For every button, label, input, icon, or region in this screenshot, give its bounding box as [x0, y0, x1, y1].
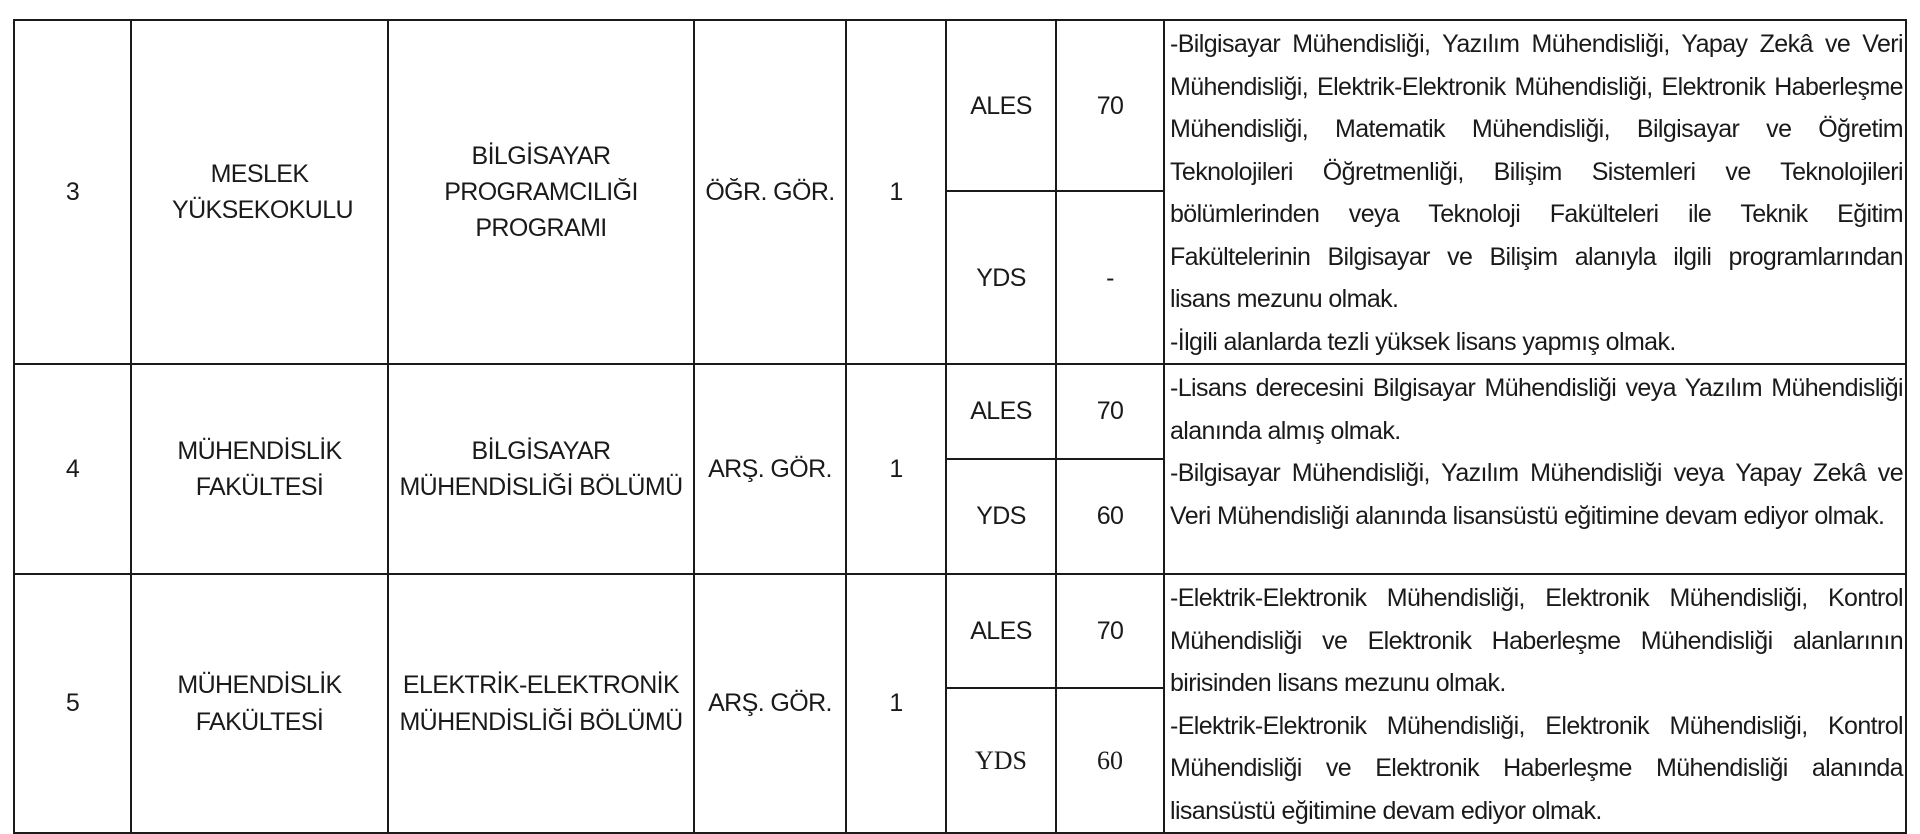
- position-title: ARŞ. GÖR.: [694, 574, 846, 833]
- exam-name: YDS: [946, 459, 1056, 574]
- exam-score: 70: [1056, 20, 1164, 191]
- department-text: BİLGİSAYAR MÜHENDİSLİĞİ BÖLÜMÜ: [399, 436, 683, 501]
- exam-name: ALES: [946, 574, 1056, 688]
- unit-name: [131, 574, 388, 833]
- exam-name: YDS: [946, 688, 1056, 833]
- position-count: 1: [846, 364, 946, 574]
- row-number: 4: [14, 364, 131, 574]
- position-title: ÖĞR. GÖR.: [694, 20, 846, 364]
- row-number: 5: [14, 574, 131, 833]
- department-name: [388, 574, 694, 833]
- requirements-cell: [1164, 574, 1906, 833]
- unit-text: MESLEK YÜKSEKOKULU: [172, 159, 353, 224]
- exam-name: YDS: [946, 191, 1056, 364]
- table-row: [14, 364, 1906, 459]
- table-row: [14, 574, 1906, 688]
- requirement-item: -Bilgisayar Mühendisliği, Yazılım Mühendisliği veya Yapay Zekâ ve Veri Mühendisliği alanında lisansüstü eğitimine devam ediyor olmak.: [1170, 459, 1903, 530]
- requirement-item: -Elektrik-Elektronik Mühendisliği, Elektronik Mühendisliği, Kontrol Mühendisliği ve Elektronik Haberleşme Mühendisliği alanlarının birisinden lisans mezunu olmak.: [1170, 584, 1903, 697]
- position-count: 1: [846, 20, 946, 364]
- requirement-item: -Lisans derecesini Bilgisayar Mühendisliği veya Yazılım Mühendisliği alanında almış olmak.: [1170, 374, 1903, 445]
- department-text: BİLGİSAYAR PROGRAMCILIĞI PROGRAMI: [444, 141, 638, 243]
- requirements-cell: [1164, 20, 1906, 364]
- unit-text: MÜHENDİSLİK FAKÜLTESİ: [177, 436, 342, 501]
- exam-name: ALES: [946, 364, 1056, 459]
- exam-score: 70: [1056, 574, 1164, 688]
- requirement-item: -Elektrik-Elektronik Mühendisliği, Elektronik Mühendisliği, Kontrol Mühendisliği ve Elektronik Haberleşme Mühendisliği alanında lisansüstü eğitimine devam ediyor olmak.: [1170, 711, 1903, 825]
- requirements-cell: [1164, 364, 1906, 574]
- positions-table: [13, 19, 1907, 834]
- position-title: ARŞ. GÖR.: [694, 364, 846, 574]
- department-name: [388, 20, 694, 364]
- exam-score: 60: [1056, 459, 1164, 574]
- exam-score: 60: [1056, 688, 1164, 833]
- table-row: [14, 20, 1906, 191]
- unit-text: MÜHENDİSLİK FAKÜLTESİ: [177, 671, 342, 736]
- unit-name: [131, 364, 388, 574]
- department-text: ELEKTRİK-ELEKTRONİK MÜHENDİSLİĞİ BÖLÜMÜ: [399, 671, 683, 736]
- exam-name: ALES: [946, 20, 1056, 191]
- position-count: 1: [846, 574, 946, 833]
- exam-score: 70: [1056, 364, 1164, 459]
- unit-name: [131, 20, 388, 364]
- department-name: [388, 364, 694, 574]
- requirement-item: -İlgili alanlarda tezli yüksek lisans yapmış olmak.: [1170, 327, 1676, 356]
- row-number: 3: [14, 20, 131, 364]
- exam-score: -: [1056, 191, 1164, 364]
- requirement-item: -Bilgisayar Mühendisliği, Yazılım Mühendisliği, Yapay Zekâ ve Veri Mühendisliği, Elektrik-Elektronik Mühendisliği, Elektronik Haberleşme Mühendisliği, Matematik Mühendisliği, Bilgisayar ve Öğretim Teknolojileri Öğretmenliği, Bilişim Sistemleri ve Teknolojileri bölümlerinden veya Teknoloji Fakülteleri ile Teknik Eğitim Fakültelerinin Bilgisayar ve Bilişim alanıyla ilgili programlarından lisans mezunu olmak.: [1170, 30, 1903, 313]
